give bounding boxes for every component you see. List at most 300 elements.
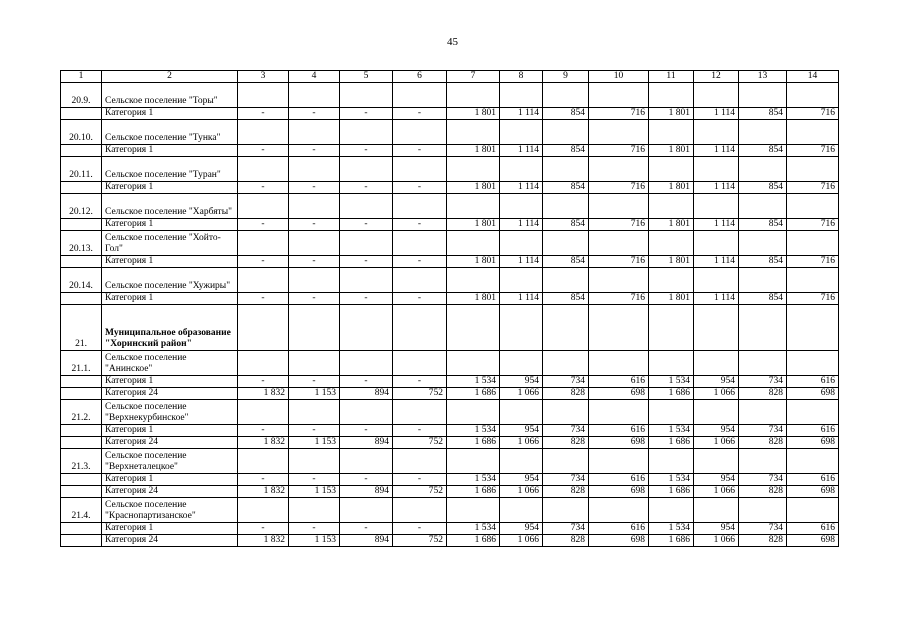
value-cell: 1 153 (289, 388, 340, 400)
row-index-cell (61, 535, 102, 547)
empty-cell (447, 120, 500, 145)
empty-cell (694, 231, 739, 256)
category-label: Категория 1 (102, 219, 238, 231)
empty-cell (543, 231, 589, 256)
empty-cell (289, 400, 340, 425)
settlement-title: Сельское поселение "Тунка" (102, 120, 238, 145)
table-row (61, 145, 839, 157)
empty-cell (238, 194, 289, 219)
value-cell: 1 801 (447, 108, 500, 120)
value-cell: 1 832 (238, 535, 289, 547)
value-cell: 1 534 (447, 474, 500, 486)
value-cell: 954 (500, 425, 543, 437)
value-cell: - (238, 108, 289, 120)
empty-cell (649, 83, 694, 108)
empty-cell (340, 305, 393, 351)
value-cell: 854 (739, 145, 787, 157)
empty-cell (543, 449, 589, 474)
column-header: 6 (393, 71, 447, 83)
value-cell: 1 153 (289, 437, 340, 449)
empty-cell (694, 157, 739, 182)
value-cell: 698 (787, 486, 839, 498)
value-cell: - (393, 182, 447, 194)
empty-cell (500, 268, 543, 293)
empty-cell (694, 83, 739, 108)
empty-cell (649, 120, 694, 145)
value-cell: 716 (589, 219, 649, 231)
empty-cell (787, 120, 839, 145)
empty-cell (739, 400, 787, 425)
value-cell: 894 (340, 535, 393, 547)
empty-cell (649, 498, 694, 523)
empty-cell (649, 194, 694, 219)
value-cell: - (289, 145, 340, 157)
section-number: 20.13. (61, 231, 102, 256)
table-row (61, 305, 839, 351)
empty-cell (500, 231, 543, 256)
value-cell: 854 (739, 182, 787, 194)
empty-cell (238, 268, 289, 293)
value-cell: 734 (543, 425, 589, 437)
tariff-table (60, 70, 839, 547)
value-cell: - (238, 474, 289, 486)
empty-cell (238, 305, 289, 351)
value-cell: 1 114 (500, 108, 543, 120)
value-cell: 698 (589, 437, 649, 449)
table-row (61, 425, 839, 437)
empty-cell (393, 498, 447, 523)
table-row (61, 231, 839, 256)
value-cell: - (289, 293, 340, 305)
row-index-cell (61, 388, 102, 400)
value-cell: - (393, 293, 447, 305)
empty-cell (589, 83, 649, 108)
value-cell: 698 (787, 535, 839, 547)
table-row (61, 474, 839, 486)
value-cell: 1 066 (500, 388, 543, 400)
category-label: Категория 24 (102, 486, 238, 498)
value-cell: - (289, 219, 340, 231)
value-cell: 828 (543, 388, 589, 400)
section-number: 20.14. (61, 268, 102, 293)
table-row (61, 437, 839, 449)
empty-cell (393, 157, 447, 182)
value-cell: - (238, 293, 289, 305)
row-index-cell (61, 219, 102, 231)
empty-cell (289, 120, 340, 145)
empty-cell (694, 305, 739, 351)
table-row (61, 449, 839, 474)
value-cell: 716 (787, 145, 839, 157)
row-index-cell (61, 293, 102, 305)
column-header: 8 (500, 71, 543, 83)
value-cell: 1 686 (447, 388, 500, 400)
value-cell: 716 (787, 108, 839, 120)
value-cell: - (340, 376, 393, 388)
empty-cell (739, 498, 787, 523)
value-cell: - (238, 256, 289, 268)
empty-cell (649, 400, 694, 425)
empty-cell (340, 268, 393, 293)
empty-cell (289, 157, 340, 182)
value-cell: - (340, 474, 393, 486)
empty-cell (447, 305, 500, 351)
value-cell: 734 (543, 376, 589, 388)
section-number: 20.11. (61, 157, 102, 182)
empty-cell (739, 120, 787, 145)
empty-cell (589, 305, 649, 351)
value-cell: 616 (589, 425, 649, 437)
value-cell: 616 (787, 474, 839, 486)
empty-cell (543, 157, 589, 182)
empty-cell (447, 268, 500, 293)
row-index-cell (61, 145, 102, 157)
section-number: 20.9. (61, 83, 102, 108)
category-label: Категория 24 (102, 388, 238, 400)
value-cell: 1 686 (447, 535, 500, 547)
settlement-title: Сельское поселение "Хойто-Гол" (102, 231, 238, 256)
empty-cell (543, 498, 589, 523)
value-cell: 1 686 (649, 388, 694, 400)
empty-cell (694, 498, 739, 523)
column-header: 12 (694, 71, 739, 83)
value-cell: 1 534 (649, 425, 694, 437)
category-label: Категория 1 (102, 293, 238, 305)
value-cell: - (340, 108, 393, 120)
empty-cell (238, 498, 289, 523)
value-cell: 1 114 (500, 256, 543, 268)
settlement-title: Сельское поселение "Харбяты" (102, 194, 238, 219)
empty-cell (787, 400, 839, 425)
category-label: Категория 1 (102, 523, 238, 535)
category-label: Категория 1 (102, 425, 238, 437)
value-cell: 1 832 (238, 437, 289, 449)
table-row (61, 219, 839, 231)
empty-cell (589, 231, 649, 256)
column-header: 10 (589, 71, 649, 83)
page-number: 45 (447, 36, 458, 48)
empty-cell (739, 351, 787, 376)
value-cell: 1 534 (649, 474, 694, 486)
value-cell: 954 (500, 523, 543, 535)
value-cell: 1 114 (694, 182, 739, 194)
empty-cell (543, 305, 589, 351)
empty-cell (500, 194, 543, 219)
empty-cell (787, 194, 839, 219)
value-cell: - (393, 425, 447, 437)
empty-cell (393, 305, 447, 351)
empty-cell (447, 231, 500, 256)
value-cell: 954 (694, 474, 739, 486)
section-number: 21. (61, 305, 102, 351)
category-label: Категория 1 (102, 256, 238, 268)
value-cell: - (340, 523, 393, 535)
empty-cell (500, 449, 543, 474)
value-cell: 1 114 (694, 256, 739, 268)
value-cell: 616 (589, 376, 649, 388)
empty-cell (739, 231, 787, 256)
value-cell: 1 801 (649, 293, 694, 305)
empty-cell (589, 498, 649, 523)
value-cell: 1 686 (447, 437, 500, 449)
value-cell: 854 (739, 293, 787, 305)
table-row (61, 182, 839, 194)
column-header: 3 (238, 71, 289, 83)
value-cell: 894 (340, 437, 393, 449)
value-cell: 1 686 (649, 437, 694, 449)
value-cell: 1 114 (694, 293, 739, 305)
column-header: 4 (289, 71, 340, 83)
value-cell: 828 (739, 437, 787, 449)
value-cell: 616 (589, 523, 649, 535)
value-cell: 1 066 (694, 486, 739, 498)
empty-cell (447, 498, 500, 523)
value-cell: 1 114 (500, 182, 543, 194)
value-cell: 854 (543, 219, 589, 231)
table-row (61, 157, 839, 182)
value-cell: - (393, 523, 447, 535)
value-cell: - (238, 425, 289, 437)
value-cell: 828 (739, 535, 787, 547)
value-cell: 828 (739, 388, 787, 400)
settlement-title: Сельское поселение "Туран" (102, 157, 238, 182)
section-number: 21.4. (61, 498, 102, 523)
value-cell: 1 114 (500, 219, 543, 231)
empty-cell (543, 351, 589, 376)
value-cell: 1 114 (500, 145, 543, 157)
row-index-cell (61, 376, 102, 388)
empty-cell (393, 400, 447, 425)
empty-cell (589, 120, 649, 145)
value-cell: - (393, 219, 447, 231)
table-row (61, 535, 839, 547)
empty-cell (739, 268, 787, 293)
empty-cell (289, 351, 340, 376)
empty-cell (543, 400, 589, 425)
value-cell: - (393, 376, 447, 388)
value-cell: 752 (393, 535, 447, 547)
table-row (61, 498, 839, 523)
empty-cell (649, 305, 694, 351)
category-label: Категория 24 (102, 437, 238, 449)
value-cell: - (340, 182, 393, 194)
table-row (61, 376, 839, 388)
value-cell: 1 534 (649, 523, 694, 535)
section-number: 21.1. (61, 351, 102, 376)
value-cell: 716 (589, 182, 649, 194)
value-cell: 752 (393, 388, 447, 400)
empty-cell (340, 351, 393, 376)
value-cell: 1 114 (694, 145, 739, 157)
empty-cell (238, 157, 289, 182)
empty-cell (649, 231, 694, 256)
value-cell: - (238, 376, 289, 388)
value-cell: 854 (543, 108, 589, 120)
value-cell: 1 114 (500, 293, 543, 305)
value-cell: 1 153 (289, 486, 340, 498)
table-row (61, 523, 839, 535)
settlement-title: Сельское поселение "Торы" (102, 83, 238, 108)
settlement-title: Сельское поселение "Верхнекурбинское" (102, 400, 238, 425)
empty-cell (238, 400, 289, 425)
empty-cell (787, 498, 839, 523)
empty-cell (238, 449, 289, 474)
row-index-cell (61, 425, 102, 437)
table-row (61, 194, 839, 219)
value-cell: 1 832 (238, 388, 289, 400)
value-cell: - (393, 256, 447, 268)
category-label: Категория 1 (102, 145, 238, 157)
row-index-cell (61, 437, 102, 449)
value-cell: 698 (589, 388, 649, 400)
value-cell: 1 114 (694, 219, 739, 231)
value-cell: 716 (787, 293, 839, 305)
settlement-title: Сельское поселение "Анинское" (102, 351, 238, 376)
category-label: Категория 1 (102, 376, 238, 388)
empty-cell (500, 120, 543, 145)
empty-cell (500, 83, 543, 108)
empty-cell (589, 449, 649, 474)
section-number: 20.12. (61, 194, 102, 219)
value-cell: 734 (543, 523, 589, 535)
empty-cell (787, 351, 839, 376)
empty-cell (787, 268, 839, 293)
empty-cell (589, 157, 649, 182)
value-cell: 1 686 (649, 486, 694, 498)
empty-cell (393, 268, 447, 293)
value-cell: 1 153 (289, 535, 340, 547)
empty-cell (694, 449, 739, 474)
empty-cell (238, 351, 289, 376)
value-cell: 954 (694, 376, 739, 388)
value-cell: 1 066 (694, 535, 739, 547)
row-index-cell (61, 182, 102, 194)
empty-cell (340, 83, 393, 108)
value-cell: 698 (787, 437, 839, 449)
empty-cell (694, 268, 739, 293)
section-number: 21.3. (61, 449, 102, 474)
value-cell: 828 (543, 437, 589, 449)
empty-cell (500, 400, 543, 425)
value-cell: 1 686 (649, 535, 694, 547)
value-cell: 894 (340, 388, 393, 400)
column-header: 11 (649, 71, 694, 83)
value-cell: 616 (589, 474, 649, 486)
value-cell: 1 801 (447, 219, 500, 231)
value-cell: 716 (589, 145, 649, 157)
category-label: Категория 1 (102, 474, 238, 486)
empty-cell (787, 305, 839, 351)
value-cell: 854 (739, 219, 787, 231)
value-cell: 1 066 (500, 535, 543, 547)
municipality-title: Муниципальное образование "Хоринский район" (102, 305, 238, 351)
empty-cell (447, 449, 500, 474)
value-cell: 894 (340, 486, 393, 498)
empty-cell (340, 498, 393, 523)
value-cell: 828 (543, 486, 589, 498)
table-row (61, 268, 839, 293)
row-index-cell (61, 108, 102, 120)
value-cell: 854 (543, 182, 589, 194)
value-cell: 716 (589, 256, 649, 268)
empty-cell (393, 351, 447, 376)
value-cell: - (289, 474, 340, 486)
value-cell: 828 (739, 486, 787, 498)
value-cell: - (340, 145, 393, 157)
empty-cell (500, 157, 543, 182)
empty-cell (289, 449, 340, 474)
empty-cell (289, 194, 340, 219)
value-cell: 752 (393, 437, 447, 449)
empty-cell (589, 400, 649, 425)
value-cell: 1 801 (649, 108, 694, 120)
value-cell: 1 534 (447, 376, 500, 388)
value-cell: 716 (787, 182, 839, 194)
value-cell: 1 801 (649, 219, 694, 231)
value-cell: - (393, 108, 447, 120)
value-cell: 734 (739, 376, 787, 388)
value-cell: 616 (787, 425, 839, 437)
value-cell: 828 (543, 535, 589, 547)
value-cell: 1 801 (447, 182, 500, 194)
empty-cell (649, 268, 694, 293)
empty-cell (289, 268, 340, 293)
empty-cell (340, 400, 393, 425)
value-cell: 698 (589, 535, 649, 547)
table-row (61, 351, 839, 376)
row-index-cell (61, 486, 102, 498)
row-index-cell (61, 523, 102, 535)
table-body (61, 71, 839, 547)
value-cell: 1 534 (447, 523, 500, 535)
table-row (61, 256, 839, 268)
empty-cell (694, 400, 739, 425)
empty-cell (543, 83, 589, 108)
value-cell: 698 (589, 486, 649, 498)
table-row (61, 83, 839, 108)
value-cell: 716 (787, 256, 839, 268)
empty-cell (649, 449, 694, 474)
empty-cell (447, 400, 500, 425)
settlement-title: Сельское поселение "Хужиры" (102, 268, 238, 293)
value-cell: - (289, 182, 340, 194)
table-row (61, 400, 839, 425)
empty-cell (500, 305, 543, 351)
value-cell: 854 (739, 256, 787, 268)
column-header: 5 (340, 71, 393, 83)
value-cell: - (238, 523, 289, 535)
header-row (61, 71, 839, 83)
column-header: 14 (787, 71, 839, 83)
value-cell: 954 (694, 425, 739, 437)
empty-cell (739, 194, 787, 219)
value-cell: 698 (787, 388, 839, 400)
empty-cell (787, 231, 839, 256)
value-cell: 716 (589, 108, 649, 120)
table-row (61, 486, 839, 498)
value-cell: - (393, 474, 447, 486)
empty-cell (787, 449, 839, 474)
empty-cell (500, 351, 543, 376)
empty-cell (289, 83, 340, 108)
value-cell: 1 801 (649, 145, 694, 157)
value-cell: 854 (543, 256, 589, 268)
value-cell: 1 066 (500, 437, 543, 449)
empty-cell (500, 498, 543, 523)
column-header: 9 (543, 71, 589, 83)
empty-cell (739, 449, 787, 474)
value-cell: - (289, 523, 340, 535)
